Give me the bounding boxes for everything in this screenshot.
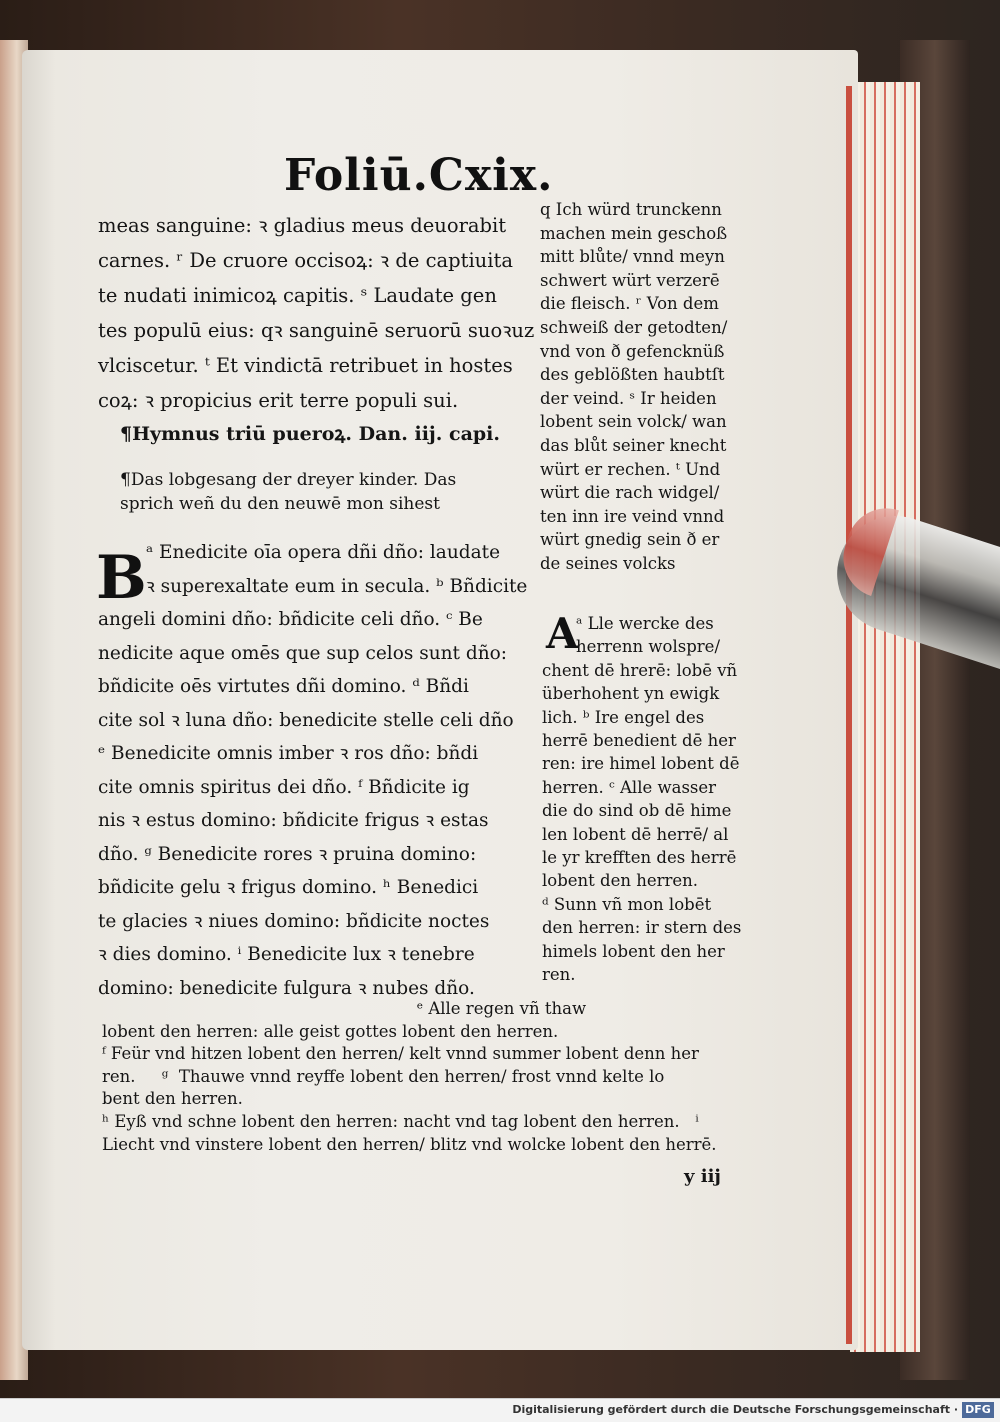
text-line: vlciscetur. ᵗ Et vindictā retribuet in hostes [98, 354, 513, 377]
text-line: ᵉ Alle regen vñ thaw [102, 999, 587, 1018]
text-line: sprich weñ du den neuwē mon sihest [120, 494, 440, 514]
dropcap-b: B [96, 543, 147, 613]
text-line: angeli domini dño: bñdicite celi dño. ᶜ Be [98, 609, 483, 630]
text-line: dño. ᵍ Benedicite rores ꝛ pruina domino: [98, 843, 477, 865]
text-line: de seines volcks [540, 553, 676, 573]
text-line: vnd von ð gefencknüß [540, 341, 725, 361]
text-line: der veind. ˢ Ir heiden [540, 388, 717, 408]
text-line: himels lobent den her [542, 941, 725, 961]
text-line: chent dē hrerē: lobē vñ [542, 660, 738, 680]
full-width-text [102, 998, 782, 1156]
text-line: herrenn wolspre/ [576, 637, 721, 657]
text-line: nis ꝛ estus domino: bñdicite frigus ꝛ estas [98, 810, 489, 831]
text-line: mitt blůte/ vnnd meyn [540, 247, 725, 267]
text-line: ten inn ire veind vnnd [540, 506, 725, 526]
text-line: te nudati inimicoꝝ capitis. ˢ Laudate gen [98, 284, 497, 307]
text-line: die fleisch. ʳ Von dem [540, 294, 719, 314]
text-line: würt er rechen. ᵗ Und [540, 459, 721, 479]
text-line: den herren: ir stern des [542, 918, 742, 938]
text-line: carnes. ʳ De cruore occisoꝝ: ꝛ de captiuita [98, 249, 513, 272]
text-line: ren: ire himel lobent dē [542, 754, 740, 774]
text-line: domino: benedicite fulgura ꝛ nubes dño. [98, 977, 475, 999]
text-line: coꝝ: ꝛ propicius erit terre populi sui. [98, 389, 459, 412]
text-line: schweiß der getodten/ [540, 317, 728, 337]
text-line: würt die rach widgel/ [540, 483, 720, 503]
text-line: Liecht vnd vinstere lobent den herren/ blitz vnd wolcke lobent den herrē. [102, 1134, 717, 1154]
page-stack-edges [850, 82, 920, 1352]
text-line: cite sol ꝛ luna dño: benedicite stelle celi dño [98, 709, 514, 731]
text-line: bñdicite oēs virtutes dñi domino. ᵈ Bñdi [98, 676, 469, 697]
text-line: machen mein geschoß [540, 223, 728, 243]
text-line: ᵉ Benedicite omnis imber ꝛ ros dño: bñdi [98, 743, 479, 764]
text-line: ren. ᵍ Thauwe vnnd reyffe lobent den herren/ frost vnnd kelte lo [102, 1066, 665, 1086]
text-line: ᵈ Sunn vñ mon lobēt [542, 894, 712, 914]
text-line: ꝛ superexaltate eum in secula. ᵇ Bñdicite [146, 575, 528, 597]
text-line: ren. [542, 965, 576, 985]
right-column-top [540, 198, 840, 576]
text-line: überhohent yn ewigk [542, 684, 720, 704]
text-line: des geblößten haubtſt [540, 365, 725, 385]
latin-heading: ¶Hymnus triū pueroꝝ. Dan. iij. capi. [120, 423, 501, 445]
text-line: te glacies ꝛ niues domino: bñdicite noctes [98, 910, 490, 932]
text-line: das blůt seiner knecht [540, 435, 727, 455]
text-line: schwert würt verzerē [540, 270, 720, 290]
text-line: bñdicite gelu ꝛ frigus domino. ʰ Benedici [98, 877, 479, 898]
text-line: nedicite aque omēs que sup celos sunt dño: [98, 642, 508, 664]
text-line: ꝛ dies domino. ⁱ Benedicite lux ꝛ tenebre [98, 944, 475, 965]
text-line: cite omnis spiritus dei dño. ᶠ Bñdicite ig [98, 776, 470, 798]
text-line: ᵃ Lle wercke des [576, 614, 714, 633]
signature-mark: y iij [684, 1166, 721, 1187]
text-line: herrē benedient dē her [542, 731, 736, 751]
dfg-logo: DFG [962, 1402, 994, 1418]
text-line: bent den herren. [102, 1089, 243, 1109]
text-line: meas sanguine: ꝛ gladius meus deuorabit [98, 214, 507, 237]
text-line: q Ich würd trunckenn [540, 200, 722, 219]
folio-title: Foliū.Cxix. [284, 150, 554, 201]
text-line: lobent sein volck/ wan [540, 412, 727, 432]
text-line: lobent den herren: alle geist gottes lobent den herren. [102, 1021, 559, 1041]
text-line: ᵃ Enedicite oīa opera dñi dño: laudate [146, 542, 501, 563]
text-line: lich. ᵇ Ire engel des [542, 707, 705, 727]
german-heading [120, 468, 540, 516]
text-line: würt gnedig sein ð er [540, 530, 720, 550]
text-line: le yr krefften des herrē [542, 848, 737, 868]
text-line: ¶Das lobgesang der dreyer kinder. Das [120, 470, 457, 490]
text-line: len lobent dē herrē/ al [542, 824, 729, 844]
text-line: ᶠ Feür vnd hitzen lobent den herren/ kelt vnnd summer lobent denn her [102, 1044, 699, 1064]
red-page-edge [846, 86, 852, 1344]
text-line: die do sind ob dē hime [542, 801, 732, 821]
left-column-canticle [98, 536, 538, 1005]
text-line: tes populū eius: qꝛ sanguinē seruorū suoꝛuz [98, 319, 535, 342]
dropcap-a: A [546, 609, 579, 658]
text-line: ʰ Eyß vnd schne lobent den herren: nacht vnd tag lobent den herren. ⁱ [102, 1111, 699, 1131]
right-column-canticle [542, 609, 842, 987]
left-column-top [98, 208, 538, 418]
text-line: herren. ᶜ Alle wasser [542, 777, 717, 797]
funding-credit: Digitalisierung gefördert durch die Deutsche Forschungsgemeinschaft · [512, 1403, 958, 1416]
text-line: lobent den herren. [542, 871, 699, 891]
